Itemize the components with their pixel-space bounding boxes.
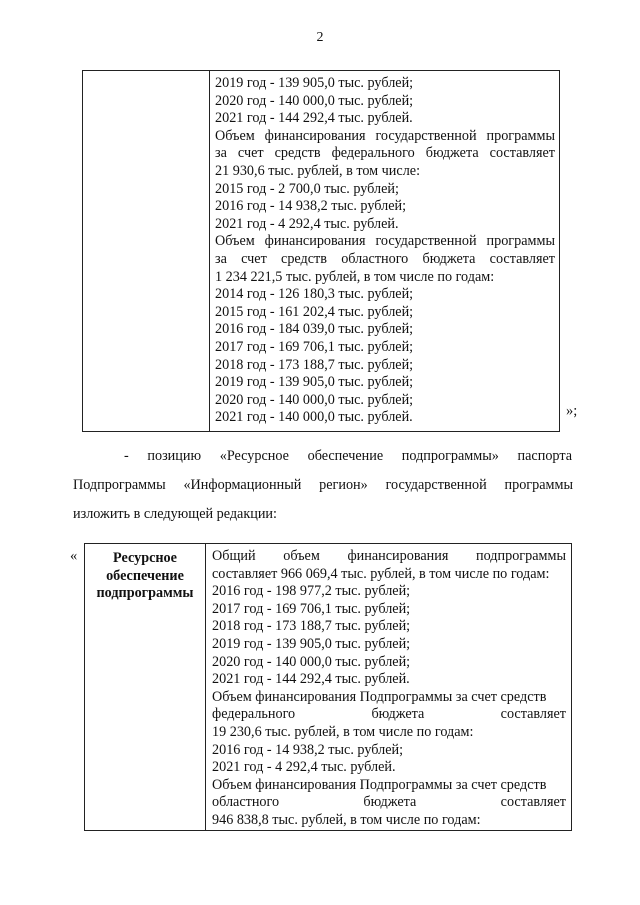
table-line: 2021 год - 4 292,4 тыс. рублей.	[215, 215, 399, 232]
subprogram-funding-table	[84, 543, 572, 831]
table-line: Объем финансирования государственной программы	[215, 233, 555, 250]
table-header-cell	[85, 544, 206, 831]
table-content-cell	[210, 71, 560, 432]
table-line: областного бюджета составляет	[212, 794, 566, 811]
header-line: Ресурсное	[113, 550, 177, 566]
table-line: Объем финансирования Подпрограммы за счет средств	[212, 776, 547, 793]
table-label-cell-empty	[83, 71, 210, 432]
header-line: подпрограммы	[96, 585, 194, 602]
page-number: 2	[316, 30, 324, 45]
table-line: составляет 966 069,4 тыс. рублей, в том числе по годам:	[212, 565, 550, 582]
header-line: обеспечение	[106, 567, 184, 584]
table-line: Объем финансирования Подпрограммы за счет средств	[212, 688, 547, 705]
table-content-cell	[206, 544, 572, 831]
closing-quote: »;	[566, 403, 578, 419]
amendment-paragraph-line: изложить в следующей редакции:	[73, 506, 277, 522]
table-line: 2017 год - 169 706,1 тыс. рублей;	[215, 338, 414, 355]
table-line: 2020 год - 140 000,0 тыс. рублей;	[215, 92, 414, 109]
funding-table-continued	[82, 70, 560, 432]
amendment-paragraph-line: - позицию «Ресурсное обеспечение подпрограммы» паспорта	[124, 448, 572, 464]
table-line: 2018 год - 173 188,7 тыс. рублей;	[215, 356, 414, 373]
table-line: 2016 год - 198 977,2 тыс. рублей;	[212, 583, 411, 600]
opening-quote: «	[70, 548, 78, 564]
table-line: 2016 год - 14 938,2 тыс. рублей;	[212, 741, 404, 758]
table-line: 2018 год - 173 188,7 тыс. рублей;	[212, 618, 411, 635]
table-line: за счет средств областного бюджета составляет	[215, 250, 555, 267]
table-line: 2019 год - 139 905,0 тыс. рублей;	[215, 374, 414, 391]
table-line: 2021 год - 4 292,4 тыс. рублей.	[212, 759, 396, 776]
table-line: 2016 год - 14 938,2 тыс. рублей;	[215, 198, 407, 215]
table-line: 2015 год - 161 202,4 тыс. рублей;	[215, 303, 414, 320]
table-line: 946 838,8 тыс. рублей, в том числе по годам:	[212, 811, 481, 828]
table-line: 2020 год - 140 000,0 тыс. рублей;	[212, 653, 411, 670]
table-line: 2014 год - 126 180,3 тыс. рублей;	[215, 286, 414, 303]
table-line: 19 230,6 тыс. рублей, в том числе по годам:	[212, 723, 474, 740]
table-line: Общий объем финансирования подпрограммы	[212, 548, 566, 564]
table-line: за счет средств федерального бюджета составляет	[215, 145, 555, 162]
table-line: 1 234 221,5 тыс. рублей, в том числе по годам:	[215, 268, 495, 285]
table-line: 2015 год - 2 700,0 тыс. рублей;	[215, 180, 399, 197]
table-line: 2016 год - 184 039,0 тыс. рублей;	[215, 321, 414, 338]
table-line: Объем финансирования государственной программы	[215, 127, 555, 144]
table-line: 2019 год - 139 905,0 тыс. рублей;	[212, 635, 411, 652]
table-line: 2020 год - 140 000,0 тыс. рублей;	[215, 391, 414, 408]
table-line: 21 930,6 тыс. рублей, в том числе:	[215, 162, 421, 179]
table-line: 2021 год - 140 000,0 тыс. рублей.	[215, 409, 413, 426]
table-line: 2017 год - 169 706,1 тыс. рублей;	[212, 600, 411, 617]
table-line: 2019 год - 139 905,0 тыс. рублей;	[215, 75, 414, 91]
table-line: федерального бюджета составляет	[212, 706, 566, 723]
table-line: 2021 год - 144 292,4 тыс. рублей.	[215, 110, 413, 127]
table-line: 2021 год - 144 292,4 тыс. рублей.	[212, 671, 410, 688]
amendment-paragraph-line: Подпрограммы «Информационный регион» государственной программы	[73, 477, 573, 493]
